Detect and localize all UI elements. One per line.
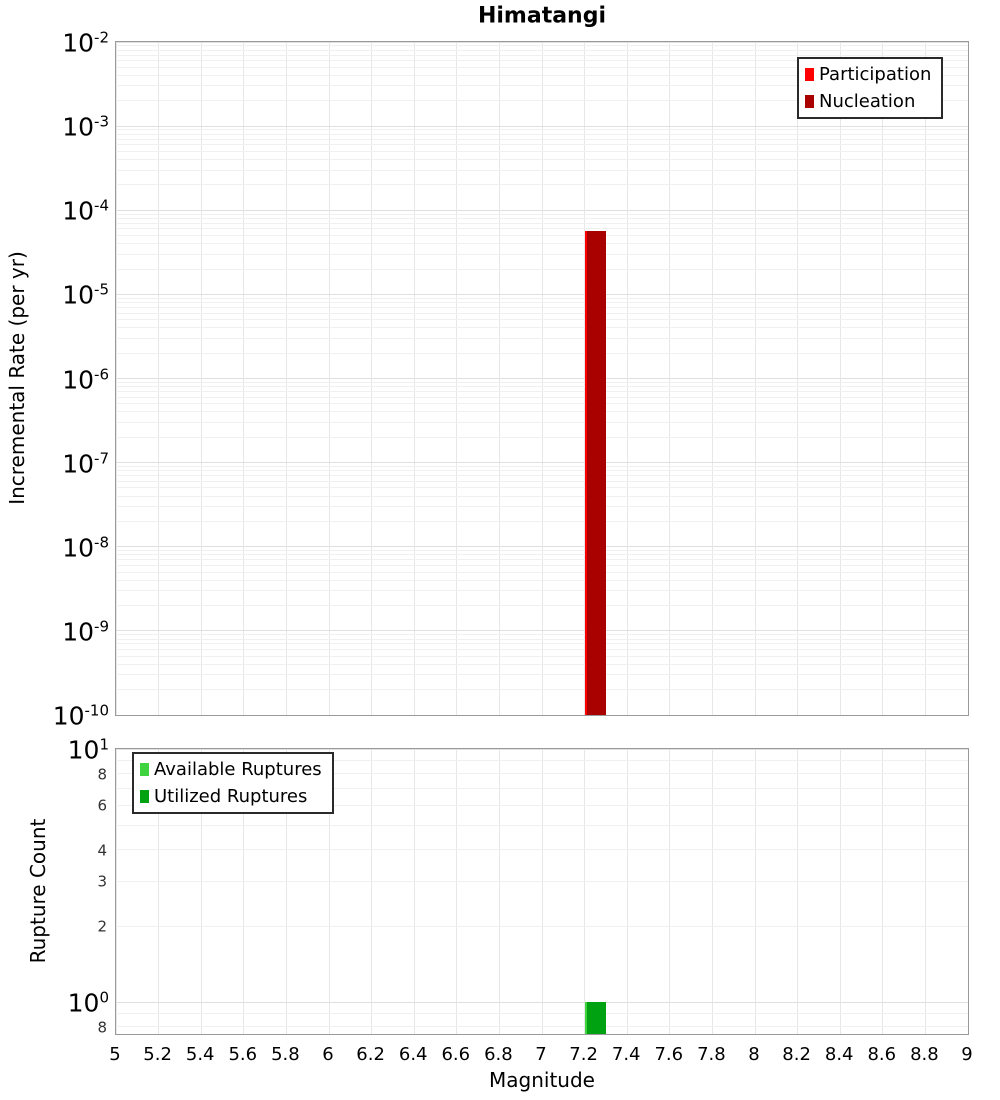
vertical-gridline [882,749,883,1034]
horizontal-gridline [116,554,968,555]
x-axis-tick-label: 7.4 [611,1044,641,1065]
y-axis-minor-tick-label: 3 [97,872,107,891]
horizontal-gridline [116,481,968,482]
vertical-gridline [669,749,670,1034]
horizontal-gridline [116,327,968,328]
x-axis-tick-label: 6.4 [398,1044,428,1065]
horizontal-gridline [116,218,968,219]
x-axis-tick-label: 5.2 [143,1044,172,1065]
horizontal-gridline [116,437,968,438]
x-axis-tick-label: 7.6 [654,1044,684,1065]
x-axis-tick-label: 7.8 [697,1044,726,1065]
y-axis-tick-label: $10^{-3}$ [62,112,109,142]
x-axis-tick-label: 6.6 [441,1044,471,1065]
legend-item-nucleation [799,88,941,115]
horizontal-gridline [116,235,968,236]
horizontal-gridline [116,546,968,547]
horizontal-gridline [116,139,968,140]
legend-label-available-ruptures: Available Ruptures [154,759,322,780]
y-axis-title-rupture-count: Rupture Count [26,818,50,964]
horizontal-gridline [116,126,968,127]
y-axis-tick-label: $10^{-10}$ [52,701,109,731]
y-axis-minor-tick-label: 6 [97,796,107,815]
horizontal-gridline [116,45,968,46]
y-axis-tick-label: $10^{-4}$ [62,196,109,226]
horizontal-gridline [116,353,968,354]
horizontal-gridline [116,269,968,270]
nucleation-swatch-icon [805,95,814,108]
y-axis-minor-tick-label: 8 [97,1018,107,1037]
vertical-gridline [499,749,500,1034]
horizontal-gridline [116,170,968,171]
horizontal-gridline [116,825,968,826]
horizontal-gridline [116,656,968,657]
available-ruptures-swatch-icon [140,763,149,776]
horizontal-gridline [116,590,968,591]
horizontal-gridline [116,319,968,320]
horizontal-gridline [116,470,968,471]
horizontal-gridline [116,214,968,215]
horizontal-gridline [116,223,968,224]
horizontal-gridline [116,496,968,497]
x-axis-tick-label: 5 [109,1044,121,1065]
y-axis-tick-label: $10^{-2}$ [62,28,109,58]
horizontal-gridline [116,639,968,640]
horizontal-gridline [116,487,968,488]
horizontal-gridline [116,55,968,56]
horizontal-gridline [116,749,968,750]
x-axis-tick-label: 8 [748,1044,760,1065]
horizontal-gridline [116,521,968,522]
horizontal-gridline [116,649,968,650]
horizontal-gridline [116,411,968,412]
horizontal-gridline [116,144,968,145]
horizontal-gridline [116,462,968,463]
legend-item-participation [799,61,941,88]
vertical-gridline [712,749,713,1034]
y-axis-tick-label: $10^{-8}$ [62,533,109,563]
vertical-gridline [840,749,841,1034]
horizontal-gridline [116,715,968,716]
horizontal-gridline [116,643,968,644]
legend-label-nucleation: Nucleation [819,91,916,112]
horizontal-gridline [116,559,968,560]
horizontal-gridline [116,254,968,255]
horizontal-gridline [116,422,968,423]
horizontal-gridline [116,926,968,927]
horizontal-gridline [116,302,968,303]
horizontal-gridline [116,572,968,573]
horizontal-gridline [116,129,968,130]
horizontal-gridline [116,378,968,379]
horizontal-gridline [116,243,968,244]
horizontal-gridline [116,298,968,299]
vertical-gridline [797,749,798,1034]
horizontal-gridline [116,550,968,551]
bar-nucleation [587,231,606,715]
horizontal-gridline [116,689,968,690]
vertical-gridline [584,749,585,1034]
y-axis-tick-label: $10^{-9}$ [62,617,109,647]
horizontal-gridline [116,466,968,467]
page-title: Himatangi [477,3,607,29]
horizontal-gridline [116,580,968,581]
vertical-gridline [116,749,117,1034]
horizontal-gridline [116,565,968,566]
y-axis-tick-label: $10^{-7}$ [62,448,109,479]
horizontal-gridline [116,634,968,635]
x-axis-tick-label: 8.8 [910,1044,939,1065]
horizontal-gridline [116,50,968,51]
y-axis-minor-tick-label: 4 [97,841,107,860]
vertical-gridline [456,749,457,1034]
horizontal-gridline [116,630,968,631]
x-axis-tick-label: 7 [535,1044,547,1065]
x-axis-tick-label: 7.2 [569,1044,598,1065]
x-axis-title-magnitude: Magnitude [489,1068,595,1092]
horizontal-gridline [116,1002,968,1003]
horizontal-gridline [116,506,968,507]
horizontal-gridline [116,134,968,135]
legend-item-utilized-ruptures [134,783,332,810]
y-axis-tick-label: $10^1$ [67,735,109,765]
horizontal-gridline [116,210,968,211]
legend-label-utilized-ruptures: Utilized Ruptures [154,786,308,807]
horizontal-gridline [116,849,968,850]
x-axis-tick-label: 5.8 [271,1044,300,1065]
x-axis-tick-label: 6.2 [356,1044,385,1065]
utilized-ruptures-swatch-icon [140,790,149,803]
x-axis-tick-label: 5.4 [185,1044,215,1065]
x-axis-tick-label: 6 [322,1044,334,1065]
vertical-gridline [968,749,969,1034]
x-axis-tick-label: 8.4 [824,1044,854,1065]
horizontal-gridline [116,382,968,383]
x-axis-tick-label: 6.8 [484,1044,513,1065]
vertical-gridline [755,749,756,1034]
x-axis-tick-label: 8.2 [782,1044,811,1065]
horizontal-gridline [116,1013,968,1014]
y-axis-minor-tick-label: 2 [97,917,107,936]
x-axis-tick-label: 5.6 [228,1044,258,1065]
incremental-rate-plot-area [115,41,969,716]
x-axis-tick-label: 8.6 [867,1044,897,1065]
y-axis-tick-label: $10^0$ [67,988,109,1019]
horizontal-gridline [116,307,968,308]
horizontal-gridline [116,386,968,387]
horizontal-gridline [116,475,968,476]
vertical-gridline [414,749,415,1034]
horizontal-gridline [116,228,968,229]
horizontal-gridline [116,1026,968,1027]
horizontal-gridline [116,184,968,185]
vertical-gridline [542,749,543,1034]
y-axis-minor-tick-label: 8 [97,765,107,784]
legend-item-available-ruptures [134,756,332,783]
count-legend [132,752,334,814]
y-axis-tick-label: $10^{-5}$ [62,280,109,311]
y-axis-title-incremental-rate: Incremental Rate (per yr) [5,251,29,505]
participation-swatch-icon [805,68,814,81]
x-axis-tick-label: 9 [961,1044,973,1065]
horizontal-gridline [116,403,968,404]
bar-utilized-ruptures [587,1002,606,1034]
horizontal-gridline [116,605,968,606]
horizontal-gridline [116,664,968,665]
horizontal-gridline [116,151,968,152]
horizontal-gridline [116,881,968,882]
horizontal-gridline [116,338,968,339]
y-axis-tick-label: $10^{-6}$ [62,364,109,395]
vertical-gridline [925,749,926,1034]
horizontal-gridline [116,159,968,160]
horizontal-gridline [116,391,968,392]
horizontal-gridline [116,397,968,398]
vertical-gridline [627,749,628,1034]
legend-label-participation: Participation [819,64,932,85]
rate-legend [797,57,943,119]
horizontal-gridline [116,294,968,295]
horizontal-gridline [116,313,968,314]
vertical-gridline [371,749,372,1034]
horizontal-gridline [116,674,968,675]
horizontal-gridline [116,42,968,43]
